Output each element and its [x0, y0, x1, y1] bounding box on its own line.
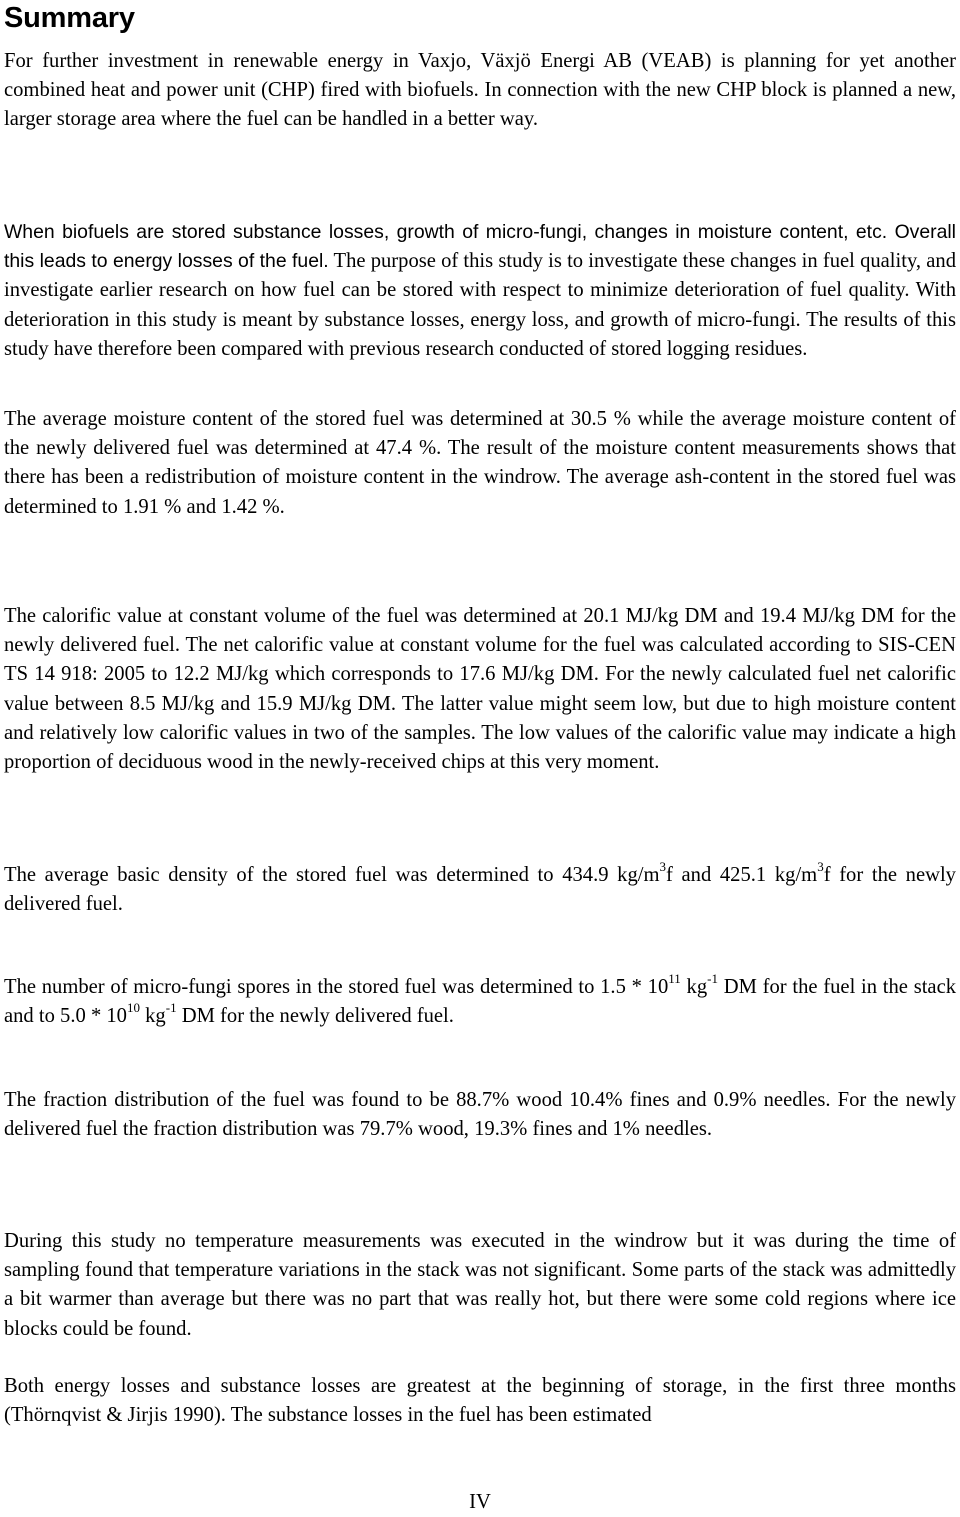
paragraph-purpose-sans-part: When biofuels are stored substance losses, growth of micro-fungi, changes in moisture content, etc. Overall this leads to energy losses of the fuel. [4, 221, 956, 273]
fungi-text-4: kg [139, 1005, 166, 1028]
paragraph-fraction-distribution: The fraction distribution of the fuel was found to be 88.7% wood 10.4% fines and 0.9% needles. For the newly delivered fuel the fraction distribution was 79.7% wood, 19.3% fines and 1% needles. [4, 1089, 956, 1141]
fungi-text-1: The number of micro-fungi spores in the stored fuel was determined to 1.5 * 10 [4, 976, 669, 998]
paragraph-purpose [4, 218, 956, 364]
fungi-superscript-3: 10 [126, 1000, 140, 1016]
summary-heading: Summary [4, 2, 135, 34]
fungi-text-2: kg [680, 976, 708, 998]
fungi-superscript-2: -1 [707, 971, 718, 987]
density-text-3: f for the newly delivered fuel. [4, 864, 956, 916]
paragraph-basic-density [4, 861, 956, 919]
fungi-text-5: DM for the newly delivered fuel. [176, 1005, 454, 1028]
paragraph-introduction: For further investment in renewable energy in Vaxjo, Växjö Energi AB (VEAB) is planning for yet another combined heat and power unit (CHP) fired with biofuels. In connection with the new CHP block is planned a new, larger storage area where the fuel can be handled in a better way. [4, 50, 956, 131]
fungi-superscript-4: -1 [165, 1000, 177, 1016]
fungi-superscript-1: 11 [668, 971, 681, 987]
paragraph-energy-losses: Both energy losses and substance losses are greatest at the beginning of storage, in the first three months (Thörnqvist & Jirjis 1990). The substance losses in the fuel has been estimated [4, 1375, 956, 1427]
fungi-text-3: DM for the fuel in the stack and to 5.0 * 10 [4, 976, 957, 1028]
paragraph-temperature: During this study no temperature measurements was executed in the windrow but it was during the time of sampling found that temperature variations in the stack was not significant. Some parts of the stack was admittedly a bit warmer than average but there was no part that was really hot, but there were some cold regions where ice blocks could be found. [4, 1230, 956, 1340]
paragraph-moisture-content: The average moisture content of the stored fuel was determined at 30.5 % while the average moisture content of the newly delivered fuel was determined at 47.4 %. The result of the moisture content measurements shows that there has been a redistribution of moisture content in the windrow. The average ash-content in the stored fuel was determined to 1.91 % and 1.42 %. [4, 408, 956, 518]
density-superscript-1: 3 [659, 859, 667, 875]
paragraph-purpose-serif-part: The purpose of this study is to investigate these changes in fuel quality, and investigate earlier research on how fuel can be stored with respect to minimize deterioration of fuel quality. With deterioration in this study is meant by substance losses, energy loss, and growth of micro-fungi. The results of this study have therefore been compared with previous research conducted of stored logging residues. [4, 250, 956, 360]
page-number: IV [469, 1491, 491, 1513]
density-superscript-2: 3 [817, 859, 824, 875]
density-text-2: f and 425.1 kg/m [666, 864, 818, 886]
paragraph-calorific-value: The calorific value at constant volume of the fuel was determined at 20.1 MJ/kg DM and 19.4 MJ/kg DM for the newly delivered fuel. The net calorific value at constant volume for the fuel was calculated according to SIS-CEN TS 14 918: 2005 to 12.2 MJ/kg which corresponds to 17.6 MJ/kg DM. For the newly calculated fuel net calorific value between 8.5 MJ/kg and 15.9 MJ/kg DM. The latter value might seem low, but due to high moisture content and relatively low calorific values in two of the samples. The low values of the calorific value may indicate a high proportion of deciduous wood in the newly-received chips at this very moment. [4, 605, 956, 774]
paragraph-micro-fungi [4, 973, 956, 1031]
density-text-1: The average basic density of the stored fuel was determined to 434.9 kg/m [4, 864, 660, 886]
